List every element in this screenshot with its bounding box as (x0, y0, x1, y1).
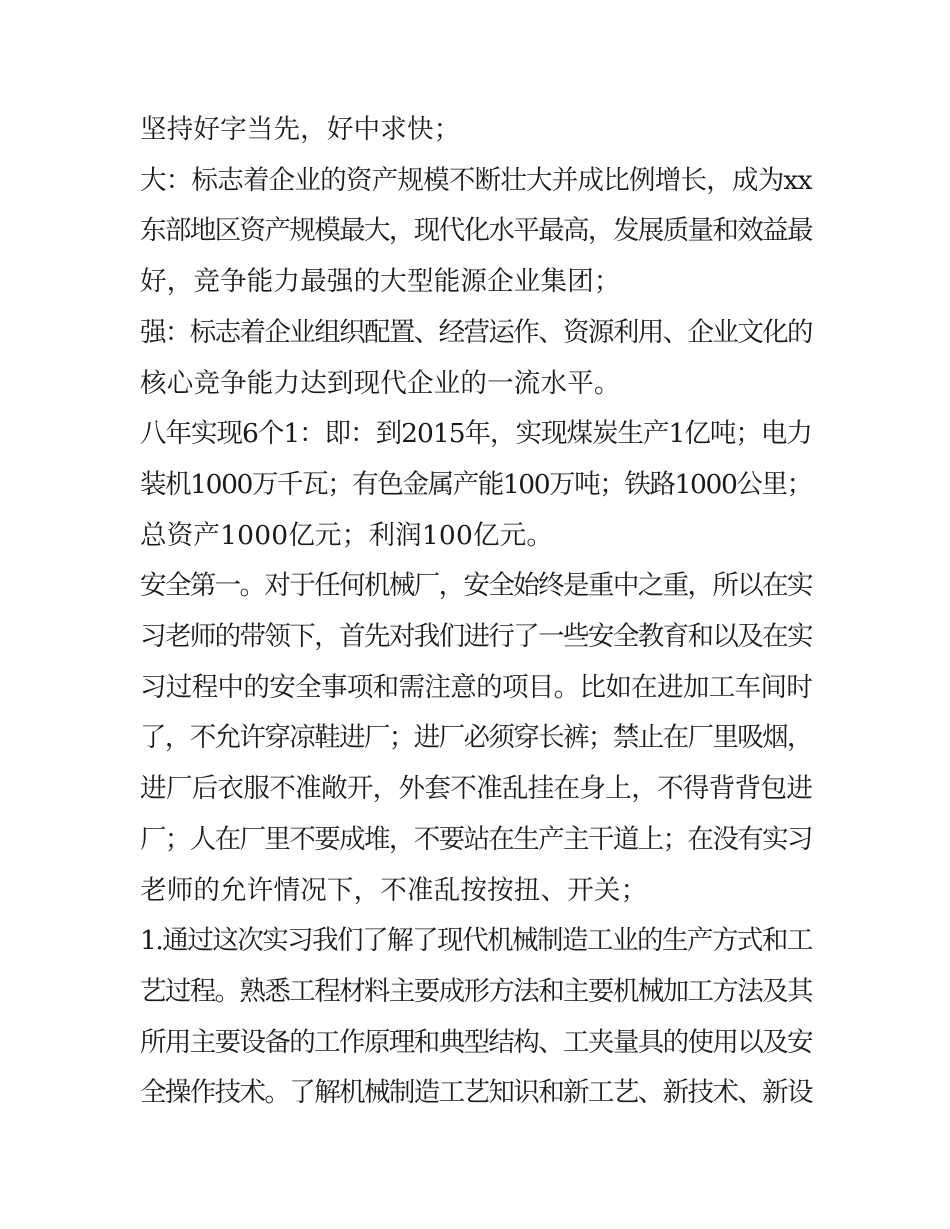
text-line: 大：标志着企业的资产规模不断壮大并成比例增长，成为xx (140, 164, 812, 196)
text-line: 全操作技术。了解机械制造工艺知识和新工艺、新技术、新设 (140, 1077, 812, 1109)
text-line: 安全第一。对于任何机械厂，安全始终是重中之重，所以在实 (140, 570, 812, 602)
text-line: 厂；人在厂里不要成堆，不要站在生产主干道上；在没有实习 (140, 823, 812, 855)
text-line: 1.通过这次实习我们了解了现代机械制造工业的生产方式和工 (140, 925, 812, 957)
text-line: 习老师的带领下，首先对我们进行了一些安全教育和以及在实 (140, 621, 812, 652)
text-line: 习过程中的安全事项和需注意的项目。比如在进加工车间时 (140, 671, 813, 703)
text-line: 老师的允许情况下，不准乱按按扭、开关； (140, 874, 648, 906)
text-line: 好，竞争能力最强的大型能源企业集团； (140, 266, 621, 298)
text-line: 核心竞争能力达到现代企业的一流水平。 (140, 367, 621, 399)
text-line: 进厂后衣服不准敞开，外套不准乱挂在身上，不得背背包进 (140, 773, 813, 805)
text-line: 强：标志着企业组织配置、经营运作、资源利用、企业文化的 (140, 316, 812, 348)
text-line: 东部地区资产规模最大，现代化水平最高，发展质量和效益最 (140, 215, 812, 247)
text-line: 总资产1000亿元；利润100亿元。 (140, 519, 554, 551)
text-line: 八年实现6个1：即：到2015年，实现煤炭生产1亿吨；电力 (140, 418, 812, 450)
text-line: 所用主要设备的工作原理和典型结构、工夹量具的使用以及安 (140, 1026, 812, 1058)
text-line: 艺过程。熟悉工程材料主要成形方法和主要机械加工方法及其 (140, 975, 812, 1007)
text-line: 了，不允许穿凉鞋进厂；进厂必须穿长裤；禁止在厂里吸烟， (140, 722, 812, 754)
text-line: 坚持好字当先，好中求快； (140, 114, 461, 145)
text-line: 装机1000万千瓦；有色金属产能100万吨；铁路1000公里； (140, 468, 812, 500)
